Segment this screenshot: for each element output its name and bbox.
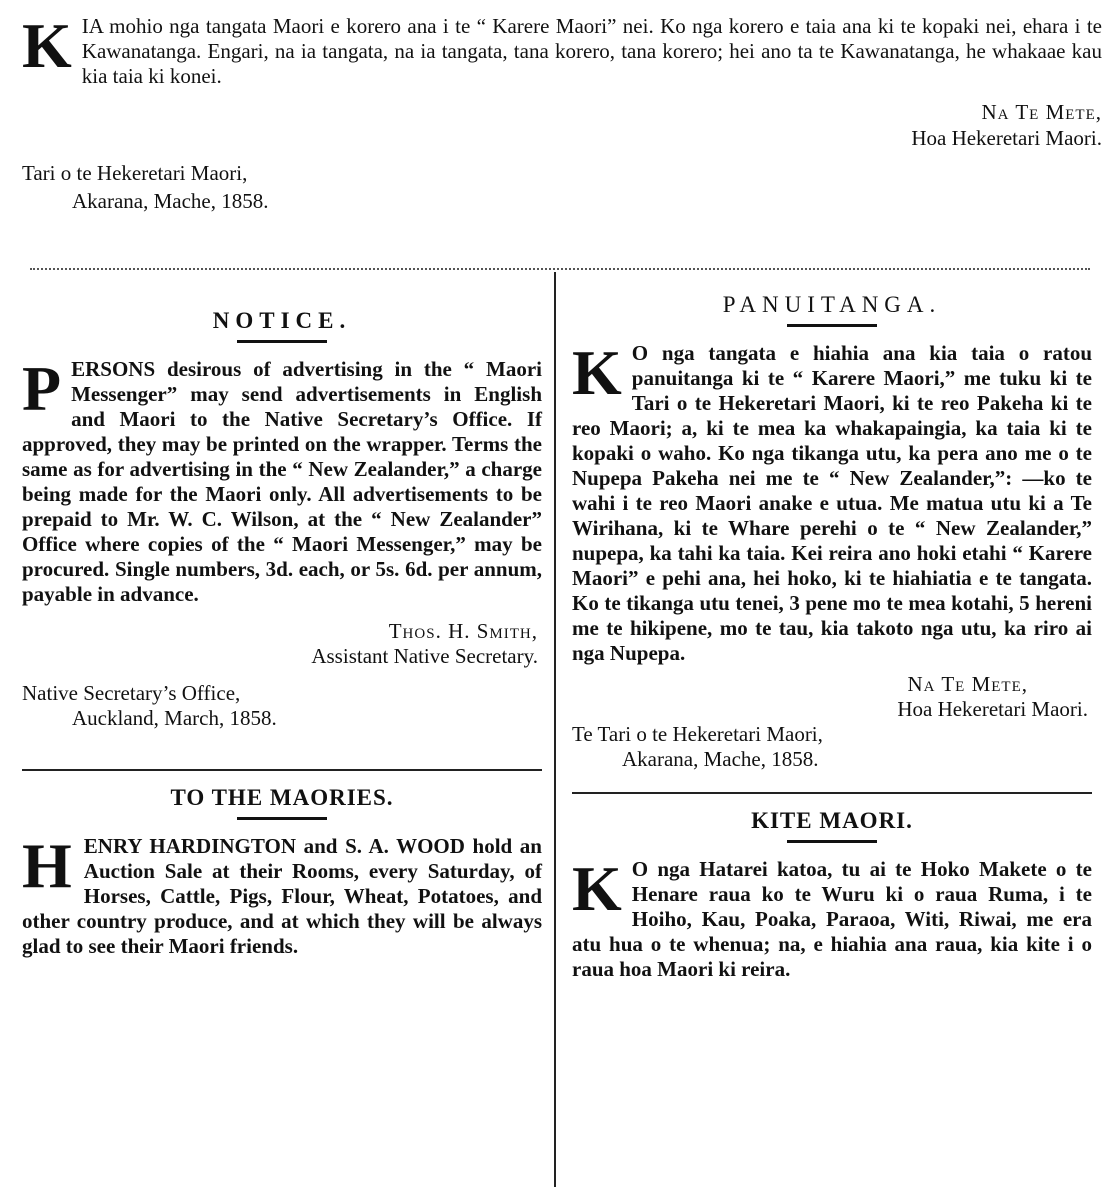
notice-sig-name: Thos. H. Smith, bbox=[388, 619, 538, 643]
notice-heading: NOTICE. bbox=[212, 308, 352, 333]
intro-sig-name: Na Te Mete, bbox=[981, 100, 1102, 124]
column-divider bbox=[554, 272, 556, 1187]
to-maories-heading-rule bbox=[237, 817, 327, 820]
notice-dropcap: P bbox=[22, 353, 62, 424]
panuitanga-addr-line2: Akarana, Mache, 1858. bbox=[622, 747, 819, 771]
panuitanga-signature bbox=[572, 672, 1092, 722]
top-divider bbox=[30, 268, 1090, 270]
to-maories-dropcap: H bbox=[22, 830, 72, 901]
right-section-rule bbox=[572, 792, 1092, 794]
panuitanga-heading: PANUITANGA. bbox=[722, 292, 942, 317]
notice-paragraph bbox=[22, 353, 542, 607]
to-maories-heading: TO THE MAORIES. bbox=[170, 785, 394, 810]
to-maories-text: ENRY HARDINGTON and S. A. WOOD hold an Auction Sale at their Rooms, every Saturday, of Horses, Cattle, Pigs, Flour, Wheat, Potatoes, and other country produce, and at which they will be always glad to see their Maori friends. bbox=[22, 834, 542, 958]
panuitanga-dropcap: K bbox=[572, 337, 622, 408]
intro-address bbox=[22, 159, 1102, 215]
right-column bbox=[572, 272, 1092, 982]
kite-maori-heading-rule bbox=[787, 840, 877, 843]
panuitanga-addr-line1: Te Tari o te Hekeretari Maori, bbox=[572, 722, 823, 746]
intro-section bbox=[22, 10, 1102, 215]
intro-paragraph bbox=[22, 10, 1102, 89]
panuitanga-paragraph bbox=[572, 337, 1092, 666]
notice-heading-rule bbox=[237, 340, 327, 343]
intro-dropcap: K bbox=[22, 10, 72, 81]
notice-addr-line1: Native Secretary’s Office, bbox=[22, 681, 241, 705]
intro-signature bbox=[22, 99, 1102, 151]
kite-maori-heading: KITE MAORI. bbox=[751, 808, 913, 833]
panuitanga-text: O nga tangata e hiahia ana kia taia o ratou panuitanga ki te “ Karere Maori,” me tuku ki te Tari o te Hekeretari Maori, ki te reo Pakeha ki te reo Maori; a, ki te mea ka whakapaingia, ka taia ki te kopaki o waho. Ko nga tikanga utu, ka pera ano me o te Nupepa Pakeha nei me te “ New Zealander,”: —ko te wahi i te reo Maori anake e utua. Me matua utu ki a Te Wirihana, ki te Whare perehi o te “ New Zealander,” nupepa, ka tahi ka taia. Kei reira ano hoki etahi “ Karere Maori” e pehi ana, hei hoko, ki te hiahiatia e te tangata. Ko te tikanga utu tenei, 3 pene mo te mea kotahi, 5 hereni me te hikipene, mo te tau, kia takoto nga utu, ka riro ai nga Nupepa. bbox=[572, 341, 1092, 665]
notice-addr-line2: Auckland, March, 1858. bbox=[72, 706, 277, 730]
panuitanga-sig-title: Hoa Hekeretari Maori. bbox=[897, 697, 1088, 721]
to-maories-paragraph bbox=[22, 830, 542, 959]
notice-sig-title: Assistant Native Secretary. bbox=[311, 644, 538, 668]
intro-addr-line1: Tari o te Hekeretari Maori, bbox=[22, 161, 248, 185]
panuitanga-heading-rule bbox=[787, 324, 877, 327]
panuitanga-sig-name: Na Te Mete, bbox=[907, 672, 1028, 696]
panuitanga-address bbox=[572, 722, 1092, 772]
left-section-rule bbox=[22, 769, 542, 771]
notice-text: ERSONS desirous of advertising in the “ Maori Messenger” may send advertisements in English and Maori to the Native Secretary’s Office. If approved, they may be printed on the wrapper. Terms the same as for advertising in the “ New Zealander,” a charge being made for the Maori only. All advertisements to be prepaid to Mr. W. C. Wilson, at the “ New Zealander” Office where copies of the “ Maori Messenger,” may be procured. Single numbers, 3d. each, or 5s. 6d. per annum, payable in advance. bbox=[22, 357, 542, 606]
kite-maori-text: O nga Hatarei katoa, tu ai te Hoko Makete o te Henare raua ko te Wuru ki o raua Ruma, i te Hoiho, Kau, Poaka, Paraoa, Witi, Riwai, me era atu hua o te whenua; na, e hiahia ana raua, kia kite i o raua hoa Maori ki reira. bbox=[572, 857, 1092, 981]
notice-signature bbox=[22, 619, 542, 669]
intro-sig-title: Hoa Hekeretari Maori. bbox=[911, 126, 1102, 150]
kite-maori-paragraph bbox=[572, 853, 1092, 982]
left-column bbox=[22, 272, 542, 959]
intro-text: IA mohio nga tangata Maori e korero ana i te “ Karere Maori” nei. Ko nga korero e taia ana ki te kopaki nei, ehara i te Kawanatanga. Engari, na ia tangata, na ia tangata, tana korero, tana korero; hei ano ta te Kawanatanga, he whakaae kau kia taia ki konei. bbox=[81, 14, 1102, 88]
kite-maori-dropcap: K bbox=[572, 853, 622, 924]
notice-address bbox=[22, 681, 542, 731]
intro-addr-line2: Akarana, Mache, 1858. bbox=[72, 189, 269, 213]
